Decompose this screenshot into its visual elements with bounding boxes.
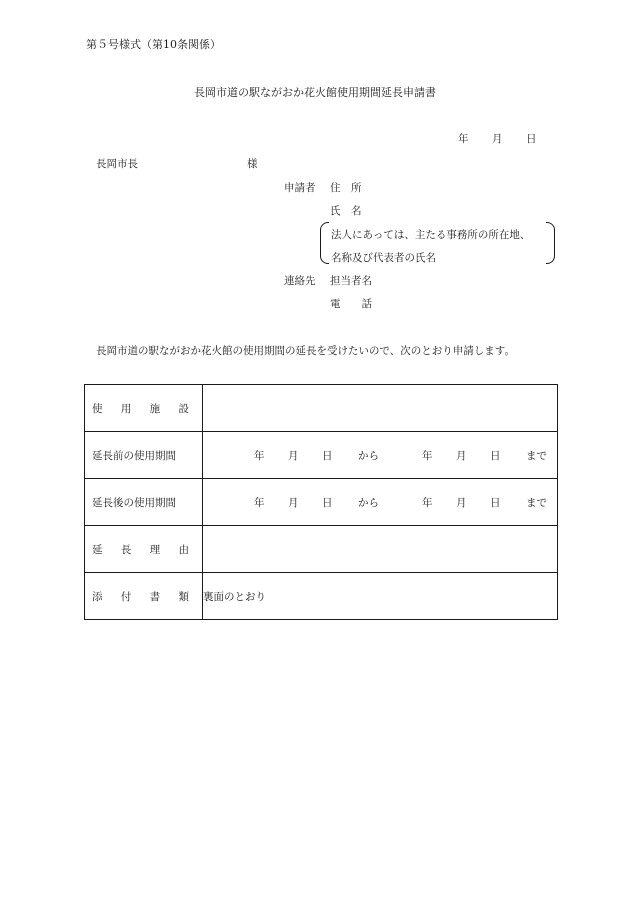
after-period-value[interactable]: 年 月 日 から 年 月 日 まで [203, 479, 558, 526]
table-row-attachment [85, 573, 558, 620]
before-period-value[interactable]: 年 月 日 から 年 月 日 まで [203, 432, 558, 479]
corp-note-bracket-right [546, 222, 555, 264]
contact-label: 連絡先 [284, 275, 316, 287]
submission-date [458, 131, 537, 146]
facility-value[interactable] [203, 385, 558, 432]
addressee-name: 長岡市長 [96, 158, 138, 170]
date-month-label: 月 [492, 133, 503, 145]
addressee-honorific: 様 [247, 158, 258, 170]
request-statement: 長岡市道の駅ながおか花火館の使用期間の延長を受けたいので、次のとおり申請します。 [96, 345, 515, 357]
attachment-value: 裏面のとおり [203, 573, 558, 620]
document-title: 長岡市道の駅ながおか花火館使用期間延長申請書 [194, 86, 436, 99]
before-period-label: 延長前の使用期間 [85, 432, 203, 479]
corp-note-line2: 名称及び代表者の氏名 [331, 252, 436, 264]
table-row-after [85, 479, 558, 526]
table-row-before [85, 432, 558, 479]
table-row-facility [85, 385, 558, 432]
form-number: 第５号様式（第10条関係） [86, 38, 221, 51]
applicant-label: 申請者 [284, 182, 316, 194]
corp-note-bracket-left [320, 222, 329, 264]
contact-person-label: 担当者名 [330, 275, 372, 287]
application-table [84, 384, 558, 620]
attachment-label: 添 付 書 類 [85, 573, 203, 620]
table-row-reason [85, 526, 558, 573]
date-year-label: 年 [458, 133, 469, 145]
date-day-label: 日 [526, 133, 537, 145]
applicant-name-label: 氏 名 [330, 205, 362, 217]
reason-value[interactable] [203, 526, 558, 573]
facility-label: 使 用 施 設 [85, 385, 203, 432]
contact-tel-label: 電 話 [330, 298, 372, 310]
applicant-address-label: 住 所 [330, 182, 362, 194]
corp-note-line1: 法人にあっては、主たる事務所の所在地、 [331, 229, 531, 241]
after-period-label: 延長後の使用期間 [85, 479, 203, 526]
reason-label: 延 長 理 由 [85, 526, 203, 573]
